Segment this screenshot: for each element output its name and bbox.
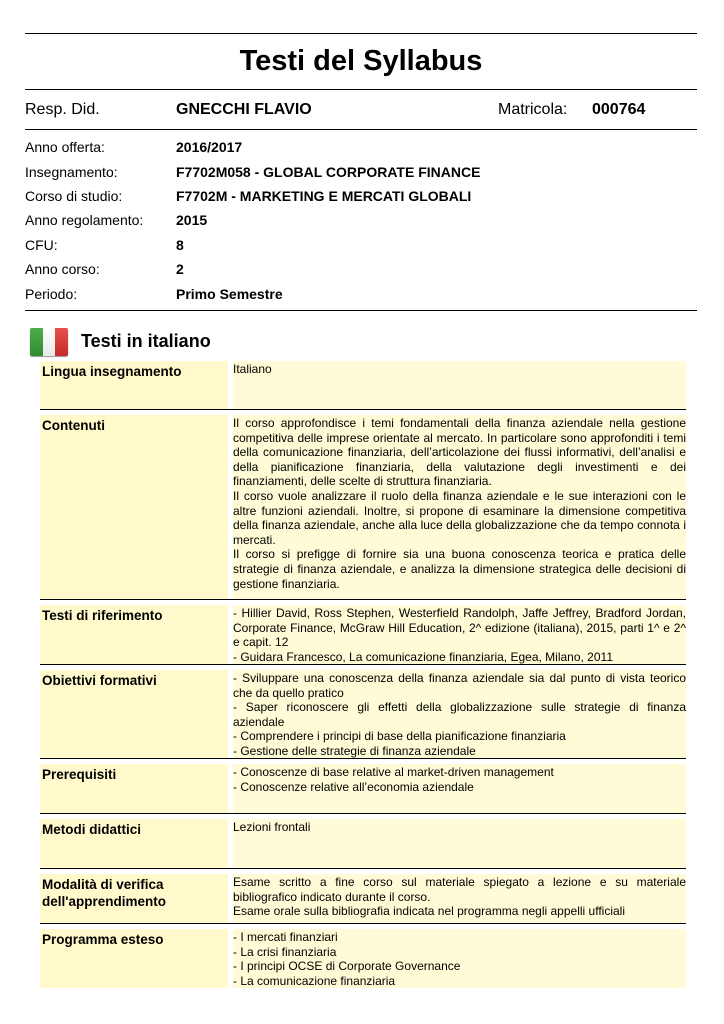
content-line: - Conoscenze di base relative al market-driven management [233,765,554,779]
content-line: Esame scritto a fine corso sul materiale spiegato a lezione e su materiale bibliografico indicato durante il corso. [233,875,686,904]
resp-name: GNECCHI FLAVIO [176,100,312,118]
content-line: Il corso approfondisce i temi fondamentali della finanza aziendale nella gestione competitiva delle imprese orientate al mercato. In particolare sono approfonditi i temi della comunicazione finanziaria, dell’articolazione dei flussi informativi, dell’analisi e della pianificazione finanziaria, della valutazione degli investimenti e dei finanziamenti, delle scelte di struttura finanziaria. [233,416,686,489]
section-modalita-verifica [40,874,686,924]
info-row [25,135,697,159]
info-label: Anno offerta: [25,139,105,156]
language-title: Testi in italiano [81,331,211,352]
section-label: Obiettivi formativi [40,670,228,758]
section-programma [40,929,686,988]
content-line: Lezioni frontali [233,820,311,834]
content-line: Esame orale sulla bibliografia indicata nel programma negli appelli ufficiali [233,904,625,919]
content-line: Il corso vuole analizzare il ruolo della finanza aziendale e le sue interazioni con le altre funzioni aziendali. Inoltre, si propone di esaminare la dimensione competitiva della finanza aziendale, anche alla luce della globalizzazione che da tempo connota i mercati. [233,488,686,547]
section-label: Metodi didattici [40,819,228,868]
syllabus-page [25,33,697,359]
section-content [233,819,686,868]
info-row [25,159,697,183]
content-line: - Conoscenze relative all’economia aziendale [233,779,474,794]
page-title: Testi del Syllabus [239,45,483,77]
content-line: Il corso si prefigge di fornire sia una buona conoscenza teorica e pratica delle strategie di finanza aziendale, e analizza la dimensione strategica delle decisioni di gestione finanziaria. [233,547,686,591]
resp-label: Resp. Did. [25,100,100,118]
info-row [25,208,697,232]
info-row [25,257,697,281]
section-label: Lingua insegnamento [40,361,228,409]
info-label: Periodo: [25,285,78,302]
section-obiettivi [40,670,686,759]
language-header [25,325,697,359]
section-lingua [40,361,686,410]
content-line: - I mercati finanziari [233,930,338,944]
content-line: - La crisi finanziaria [233,944,337,959]
content-line: - Saper riconoscere gli effetti della globalizzazione sulle strategie di finanza aziendale [233,700,686,729]
info-value: Primo Semestre [176,285,283,302]
course-info [25,129,697,311]
info-row [25,184,697,208]
info-value: 2015 [176,212,208,229]
section-content [233,670,686,758]
info-label: Anno regolamento: [25,212,144,229]
section-content [233,361,686,409]
section-testi-riferimento [40,605,686,665]
section-content [233,764,686,813]
section-label: Testi di riferimento [40,605,228,664]
section-label: Modalità di verifica dell'apprendimento [40,874,228,923]
section-metodi [40,819,686,869]
content-line: - Comprendere i principi di base della pianificazione finanziaria [233,729,566,744]
info-row [25,233,697,257]
info-value: F7702M058 - GLOBAL CORPORATE FINANCE [176,163,481,180]
syllabus-sections [40,361,686,988]
info-value: 2016/2017 [176,139,243,156]
info-label: Corso di studio: [25,187,123,204]
section-label: Programma esteso [40,929,228,988]
resp-row [25,89,697,129]
info-value: 2 [176,261,184,278]
info-label: CFU: [25,236,58,253]
content-line: - Gestione delle strategie di finanza aziendale [233,743,476,758]
section-content [233,415,686,599]
content-line: - Hillier David, Ross Stephen, Westerfield Randolph, Jaffe Jeffrey, Bradford Jordan, Corporate Finance, McGraw Hill Education, 2^ edizione (italiana), 2015, parti 1^ e 2^ e capit. 12 [233,606,686,650]
section-label: Contenuti [40,415,228,599]
info-value: 8 [176,236,184,253]
section-label: Prerequisiti [40,764,228,813]
content-line: Italiano [233,362,272,376]
matricola-label: Matricola: [498,100,568,118]
italian-flag-icon [30,328,68,356]
section-content [233,929,686,988]
section-content [233,605,686,664]
content-line: - I principi OCSE di Corporate Governance [233,959,461,974]
content-line: - La comunicazione finanziaria [233,973,396,988]
section-contenuti [40,415,686,600]
info-label: Insegnamento: [25,163,118,180]
section-prerequisiti [40,764,686,814]
matricola-value: 000764 [592,100,646,118]
section-content [233,874,686,923]
info-row [25,281,697,305]
content-line: - Sviluppare una conoscenza della finanza aziendale sia dal punto di vista teorico che da quello pratico [233,671,686,700]
content-line: - Guidara Francesco, La comunicazione finanziaria, Egea, Milano, 2011 [233,649,613,664]
info-label: Anno corso: [25,261,100,278]
info-value: F7702M - MARKETING E MERCATI GLOBALI [176,187,472,204]
